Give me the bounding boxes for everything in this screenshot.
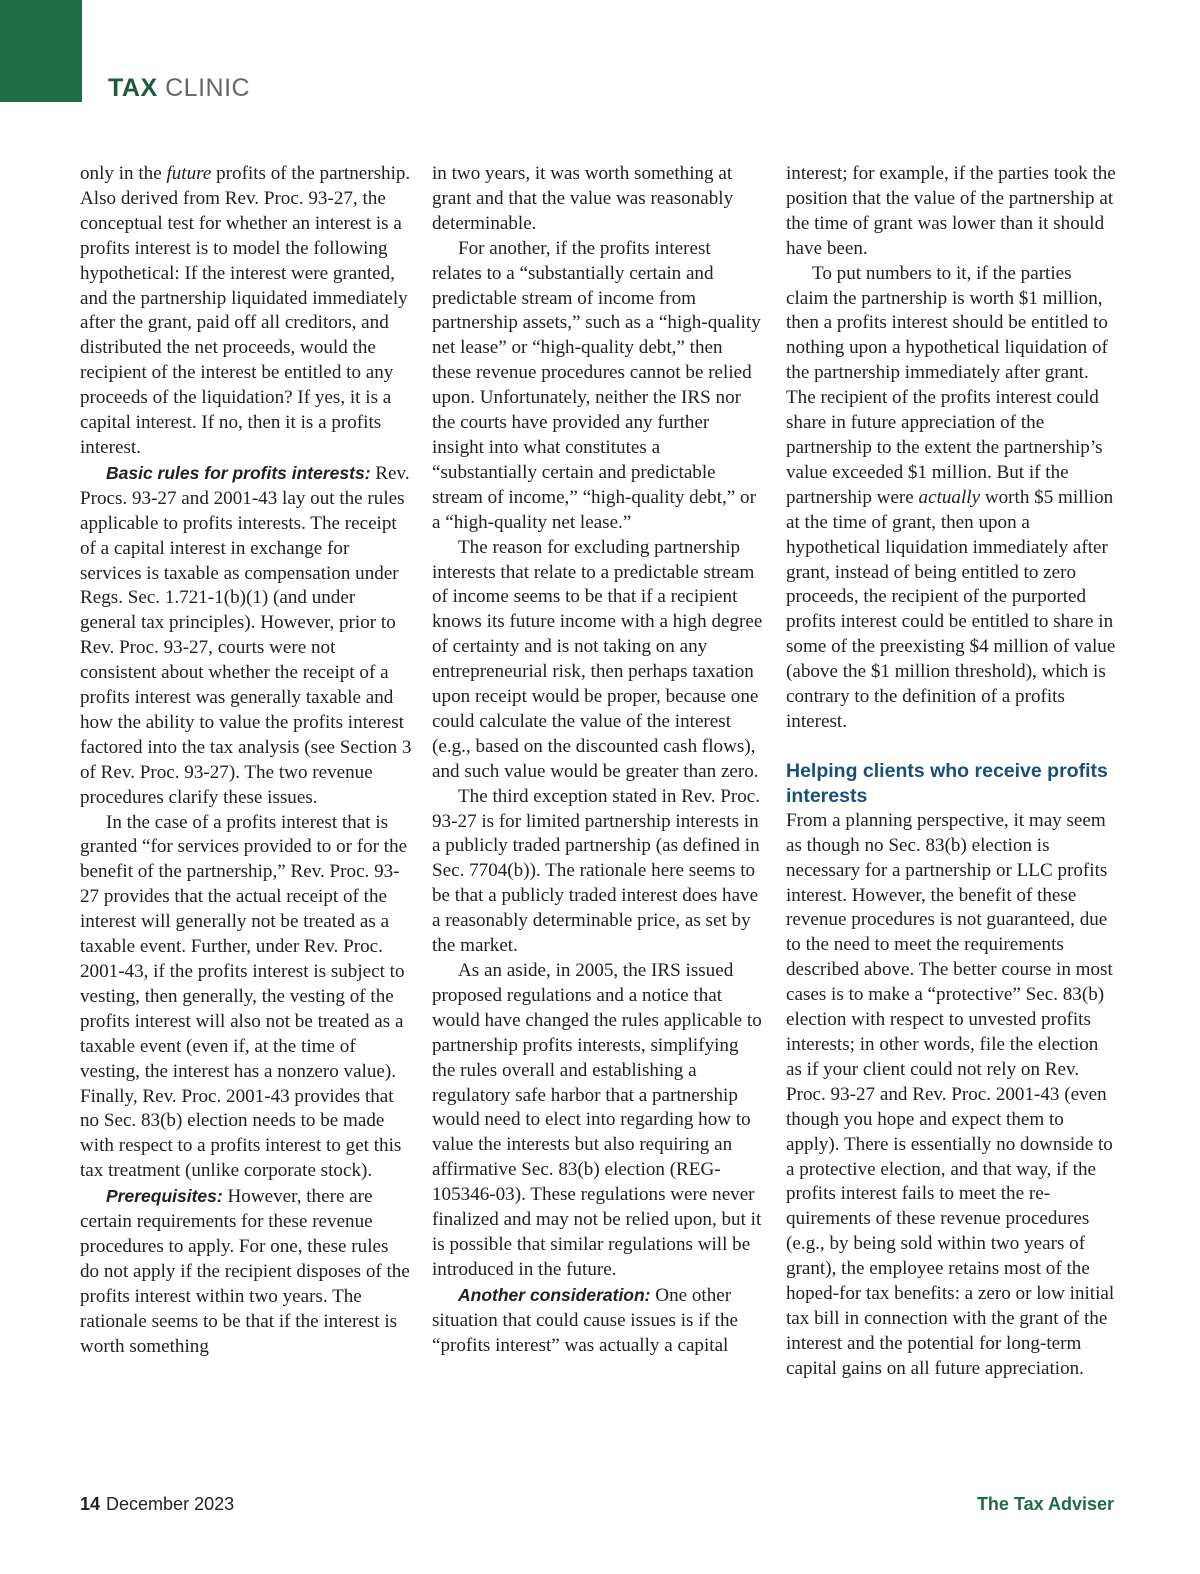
paragraph: Another consideration: One other situation that could cause issues is if the “profits interest” was actually a capital xyxy=(432,1284,738,1356)
publication-name: The Tax Adviser xyxy=(976,1494,1114,1514)
column-1 xyxy=(80,162,412,1360)
issue-date: December 2023 xyxy=(106,1494,235,1514)
paragraph: Basic rules for profits interests: Rev. Procs. 93-27 and 2001-43 lay out the rules applicable to profits interests. The receipt of a capital interest in exchange for services is taxable as compensation under Regs. Sec. 1.721-1(b)(1) (and under general tax principles). However, prior to Rev. Proc. 93-27, courts were not consistent about whether the receipt of a profits interest was generally taxable and how the ability to value the profits interest factored into the tax analysis (see Section 3 of Rev. Proc. 93-27). The two revenue procedures clarify these issues. xyxy=(80,462,412,808)
paragraph: To put numbers to it, if the parties claim the partnership is worth $1 million, then a profits interest should be entitled to nothing upon a hypothetical liquidation of the partnership immediately after grant. The recipient of the profits interest could share in future appreciation of the partnership to the extent the partnership’s value exceeded $1 million. But if the partnership were actually worth $5 million at the time of grant, then upon a hypothetical liquidation immediately after grant, instead of being entitled to zero proceeds, the recipient of the purported profits interest could be entitled to share in some of the preexisting $4 million of value (above the $1 million threshold), which is contrary to the definition of a profits interest. xyxy=(786,262,1116,732)
header-color-block xyxy=(0,0,82,102)
run-in-heading: Basic rules for profits interests: xyxy=(106,462,371,483)
page-number: 14 xyxy=(80,1494,101,1514)
footer-folio xyxy=(80,1494,234,1515)
paragraph: The third exception stated in Rev. Proc. 93-27 is for limited partnership interests in a publicly traded partnership (as defined in Sec. 7704(b)). The rationale here seems to be that a publicly traded interest does have a reasonably determinable price, as set by the market. xyxy=(432,785,761,957)
section-label xyxy=(108,74,250,103)
paragraph: In the case of a profits interest that is granted “for services provided to or for the benefit of the partnership,” Rev. Proc. 93-27 provides that the actual receipt of the interest will generally not be treated as a taxable event. Further, under Rev. Proc. 2001-43, if the profits interest is subject to vesting, then generally, the vesting of the profits interest will also not be treated as a taxable event (even if, at the time of vesting, the interest has a nonzero value). Finally, Rev. Proc. 2001-43 provides that no Sec. 83(b) election needs to be made with respect to a profits interest to get this tax treatment (unlike corporate stock). xyxy=(80,811,408,1182)
column-2 xyxy=(432,162,764,1359)
section-heading: Helping clients who receive profits interests xyxy=(786,759,1108,807)
paragraph: From a planning perspective, it may seem as though no Sec. 83(b) election is necessary for a partnership or LLC profits interest. However, the benefit of these revenue procedures is not guaranteed, due to the need to meet the requirements described above. The better course in most cases is to make a “protective” Sec. 83(b) election with respect to unvested profits interests; in other words, file the election as if your client could not rely on Rev. Proc. 93-27 and Rev. Proc. 2001-43 (even though you hope and expect them to apply). There is essentially no downside to a protective election, and that way, if the profits interest fails to meet the requirements of these revenue procedures (e.g., by being sold within two years of grant), the employee retains most of the hoped-for tax benefits: a zero or low initial tax bill in connection with the grant of the interest and the potential for long-term capital gains on all future appreciation. xyxy=(786,809,1115,1379)
paragraph: in two years, it was worth something at grant and that the value was reasonably determinable. xyxy=(432,163,734,234)
column-3 xyxy=(786,162,1118,1382)
section-label-light: CLINIC xyxy=(165,74,251,102)
paragraph: interest; for example, if the parties took the position that the value of the partnership at the time of grant was lower than it should have been. xyxy=(786,163,1116,259)
paragraph: only in the future profits of the partnership. Also derived from Rev. Proc. 93-27, the conceptual test for whether an interest is a profits interest is to model the following hypothetical: If the interest were granted, and the partnership liquidated immediately after the grant, paid off all creditors, and distributed the net proceeds, would the recipient of the interest be entitled to any proceeds of the liquidation? If yes, it is a capital interest. If no, then it is a profits interest. xyxy=(80,163,411,458)
section-label-bold: TAX xyxy=(108,74,158,102)
paragraph: As an aside, in 2005, the IRS issued proposed regulations and a notice that would have changed the rules applicable to partnership profits interests, simplifying the rules overall and establishing a regulatory safe harbor that a partnership would need to elect into regarding how to value the interests but also requiring an affirmative Sec. 83(b) election (REG-105346-03). These regulations were never finalized and may not be relied upon, but it is possible that similar regulations will be introduced in the future. xyxy=(432,960,762,1280)
paragraph: Prerequisites: However, there are certain requirements for these revenue procedures to apply. For one, these rules do not apply if the recipient disposes of the profits interest within two years. The rationale seems to be that if the interest is worth something xyxy=(80,1186,410,1357)
run-in-heading: Prerequisites: xyxy=(106,1186,223,1207)
paragraph: For another, if the profits interest relates to a “substantially certain and predictable stream of income from partnership assets,” such as a “high-quality net lease” or “high-quality debt,” then these revenue procedures cannot be relied upon. Unfortunately, neither the IRS nor the courts have provided any further insight into what constitutes a “substantially certain and predictable stream of income,” “high-quality debt,” or a “high-quality net lease.” xyxy=(432,237,761,533)
run-in-heading: Another consideration: xyxy=(458,1284,651,1305)
paragraph: The reason for excluding partnership interests that relate to a predictable stream of income seems to be that if a recipient knows its future income with a high degree of certainty and is not taking on any entrepreneurial risk, then perhaps taxation upon receipt would be proper, because one could calculate the value of the interest (e.g., based on the discounted cash flows), and such value would be greater than zero. xyxy=(432,536,763,782)
